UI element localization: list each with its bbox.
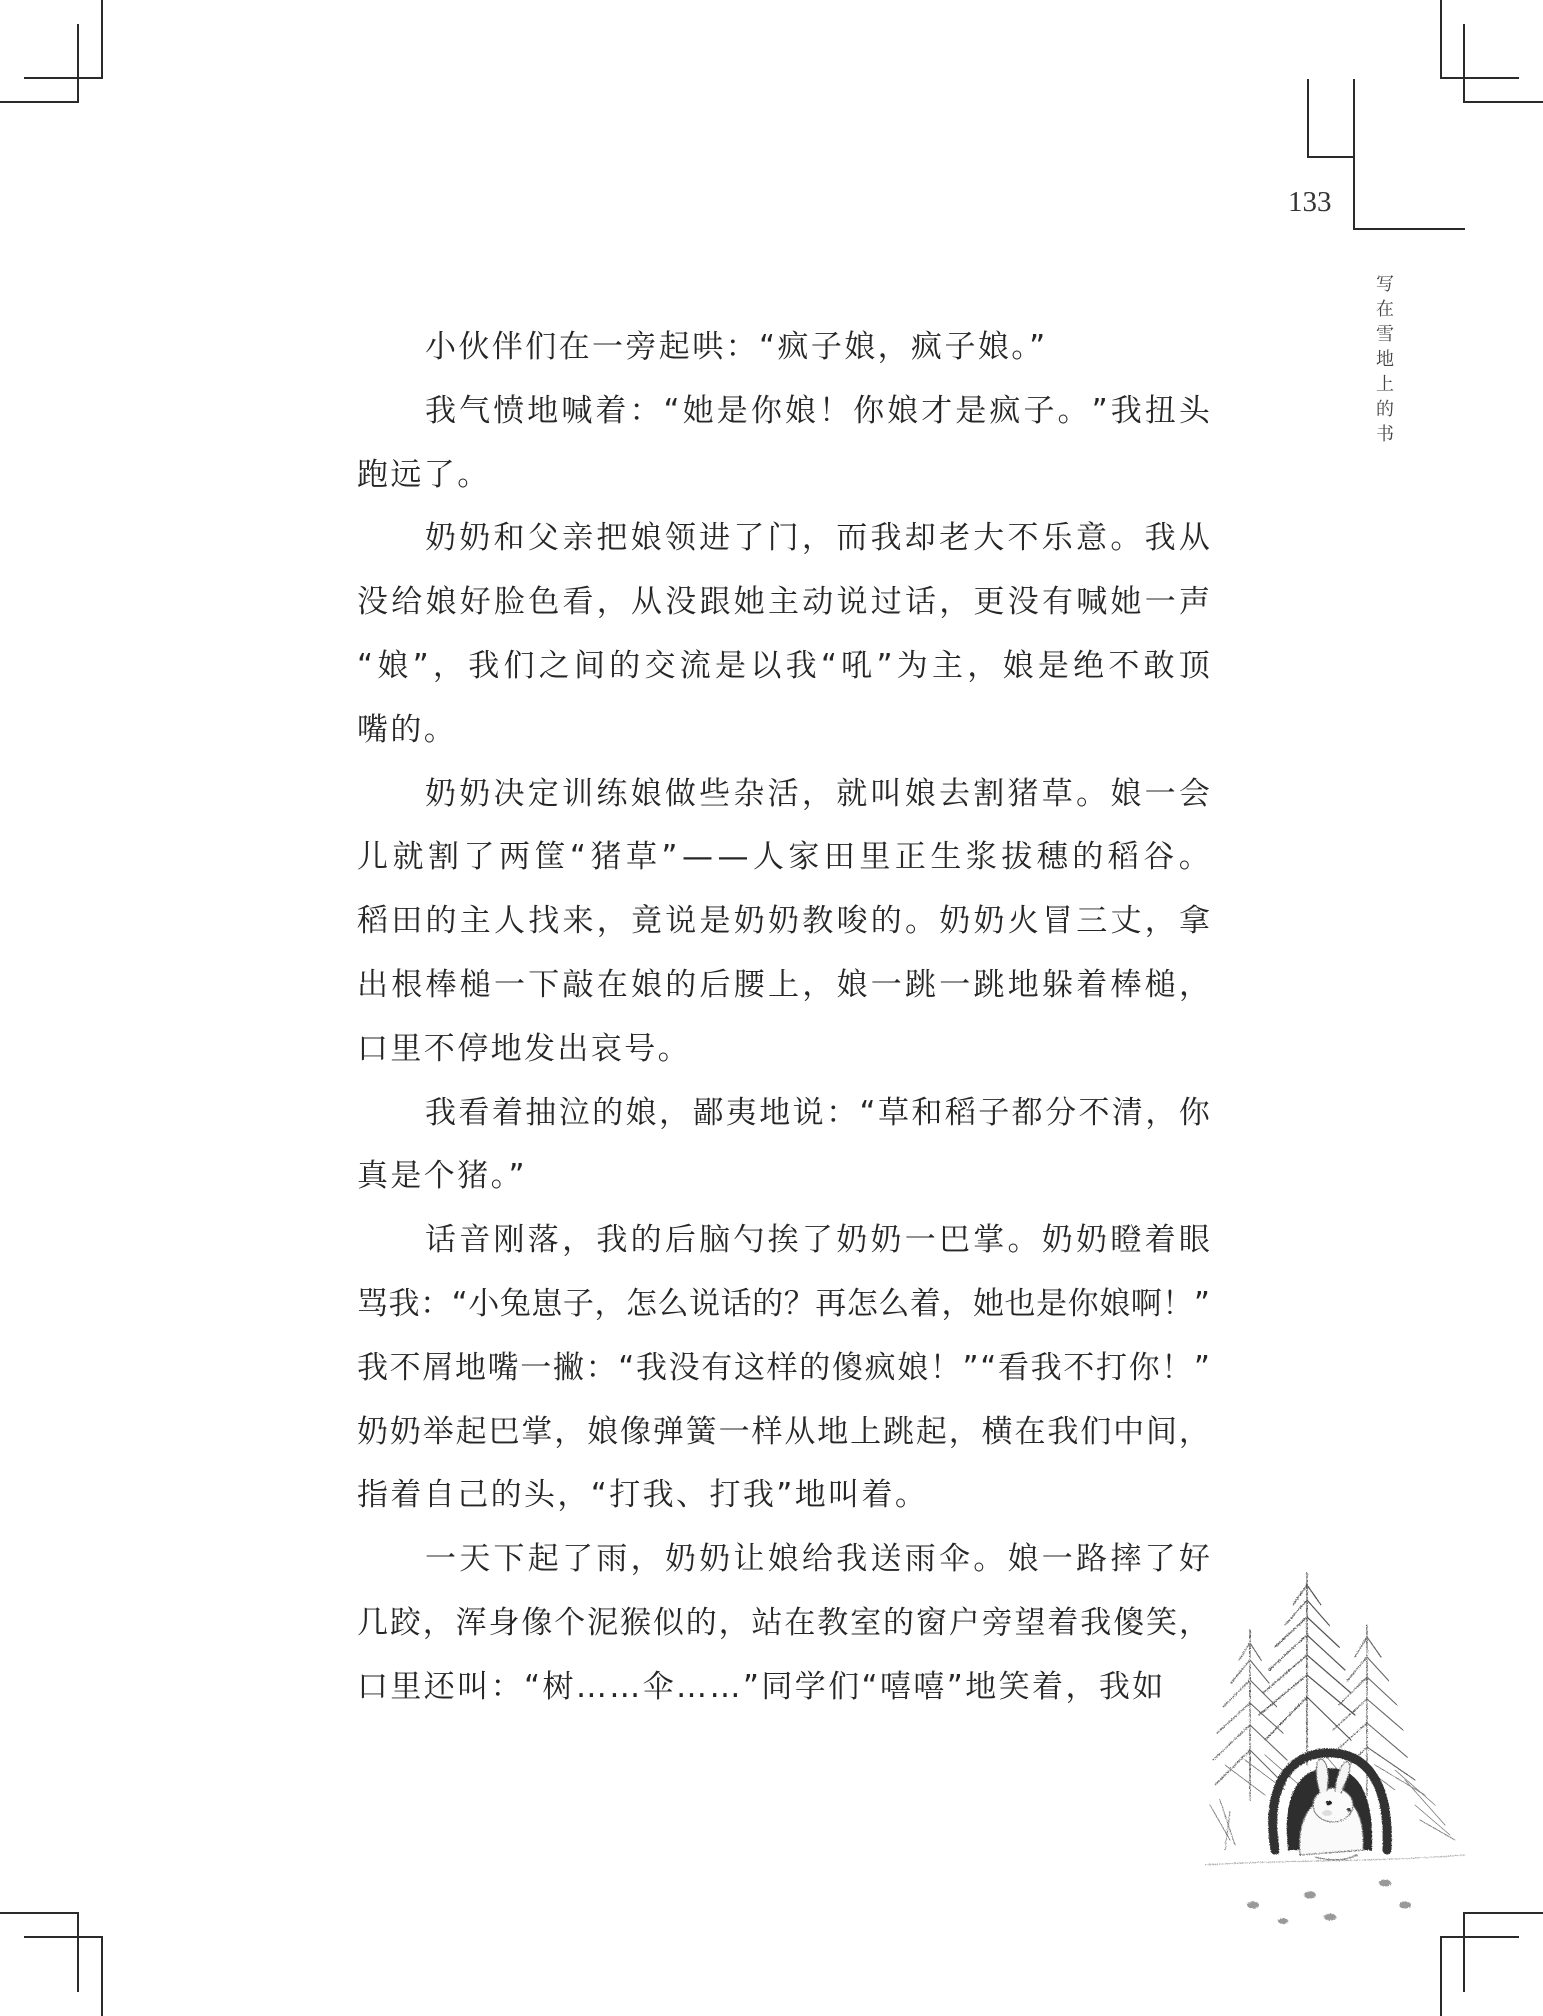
text-line: 我 不 屑 地 嘴 一 撇 ： “ 我 没 有 这 样 的 傻 疯 娘 ！ ” “ 看 我 不 打 你 ！ ”	[357, 1349, 1210, 1386]
running-title: 写在雪地上的书	[1376, 274, 1394, 445]
crop-mark	[101, 1936, 103, 2016]
crop-mark	[0, 1912, 79, 1914]
fir-tree-icon	[1259, 1573, 1355, 1765]
text-line: 奶 奶 举 起 巴 掌 ， 娘 像 弹 簧 一 样 从 地 上 跳 起 ， 横 在 我 们 中 间 ，	[357, 1413, 1210, 1450]
body-text	[357, 316, 1210, 1720]
crop-mark	[77, 1912, 79, 1992]
header-rule	[1307, 156, 1355, 158]
text-line: 儿 就 割 了 两 筐 “ 猪 草 ” — — 人 家 田 里 正 生 浆 拔 穗 的 稻 谷 。	[357, 839, 1210, 876]
header-rule	[1307, 79, 1309, 158]
header-rule	[1353, 228, 1465, 230]
text-line: 一 天 下 起 了 雨 ， 奶 奶 让 娘 给 我 送 雨 伞 。 娘 一 路 摔 了 好	[425, 1541, 1210, 1578]
text-line: 小伙伴们在一旁起哄：“疯子娘，疯子娘。”	[425, 329, 1048, 365]
text-line: 没 给 娘 好 脸 色 看 ， 从 没 跟 她 主 动 说 过 话 ， 更 没 有 喊 她 一 声	[357, 584, 1210, 621]
crop-mark	[1440, 0, 1442, 79]
text-line: 口里不停地发出哀号。	[357, 1030, 691, 1067]
text-line: 嘴的。	[357, 711, 458, 748]
text-line: 奶 奶 和 父 亲 把 娘 领 进 了 门 ， 而 我 却 老 大 不 乐 意 。 我 从	[425, 520, 1210, 557]
footprint-icon	[1247, 1880, 1411, 1925]
text-line: 真是个猪。”	[357, 1158, 527, 1195]
text-line: 指着自己的头，“打我、打我”地叫着。	[357, 1477, 929, 1514]
text-line: 口里还叫：“树……伞……”同学们“嘻嘻”地笑着，我如	[357, 1668, 1166, 1705]
crop-mark	[1463, 101, 1543, 103]
crop-mark	[77, 24, 79, 103]
text-line: 话 音 刚 落 ， 我 的 后 脑 勺 挨 了 奶 奶 一 巴 掌 。 奶 奶 瞪 着 眼	[425, 1222, 1210, 1259]
text-line: 奶 奶 决 定 训 练 娘 做 些 杂 活 ， 就 叫 娘 去 割 猪 草 。 娘 一 会	[425, 775, 1210, 812]
crop-mark	[24, 1936, 103, 1938]
text-line: 我 看 着 抽 泣 的 娘 ， 鄙 夷 地 说 ： “ 草 和 稻 子 都 分 不 清 ， 你	[425, 1094, 1210, 1131]
crop-mark	[1440, 77, 1519, 79]
page-number: 133	[1288, 186, 1332, 218]
crop-mark	[101, 0, 103, 79]
crop-mark	[1463, 1912, 1543, 1914]
header-rule	[1353, 79, 1355, 230]
crop-mark	[1440, 1936, 1442, 2016]
text-line: 我 气 愤 地 喊 着 ： “ 她 是 你 娘 ！ 你 娘 才 是 疯 子 。 ” 我 扭 头	[425, 392, 1210, 429]
text-line: 稻 田 的 主 人 找 来 ， 竟 说 是 奶 奶 教 唆 的 。 奶 奶 火 冒 三 丈 ， 拿	[357, 903, 1210, 940]
crop-mark	[24, 77, 103, 79]
text-line: “ 娘 ” ， 我 们 之 间 的 交 流 是 以 我 “ 吼 ” 为 主 ， 娘 是 绝 不 敢 顶	[357, 647, 1210, 684]
text-line: 几 跤 ， 浑 身 像 个 泥 猴 似 的 ， 站 在 教 室 的 窗 户 旁 望 着 我 傻 笑 ，	[357, 1604, 1210, 1641]
text-line: 跑远了。	[357, 456, 491, 493]
crop-mark	[0, 101, 79, 103]
text-line: 骂 我 ： “ 小 兔 崽 子 ， 怎 么 说 话 的 ？ 再 怎 么 着 ， 她 也 是 你 娘 啊 ！ ”	[357, 1285, 1210, 1322]
fir-tree-icon	[1213, 1630, 1287, 1800]
crop-mark	[1463, 24, 1465, 103]
rabbit-illustration	[1205, 1565, 1475, 1925]
crop-mark	[1440, 1936, 1519, 1938]
text-line: 出 根 棒 槌 一 下 敲 在 娘 的 后 腰 上 ， 娘 一 跳 一 跳 地 躲 着 棒 槌 ，	[357, 966, 1210, 1003]
